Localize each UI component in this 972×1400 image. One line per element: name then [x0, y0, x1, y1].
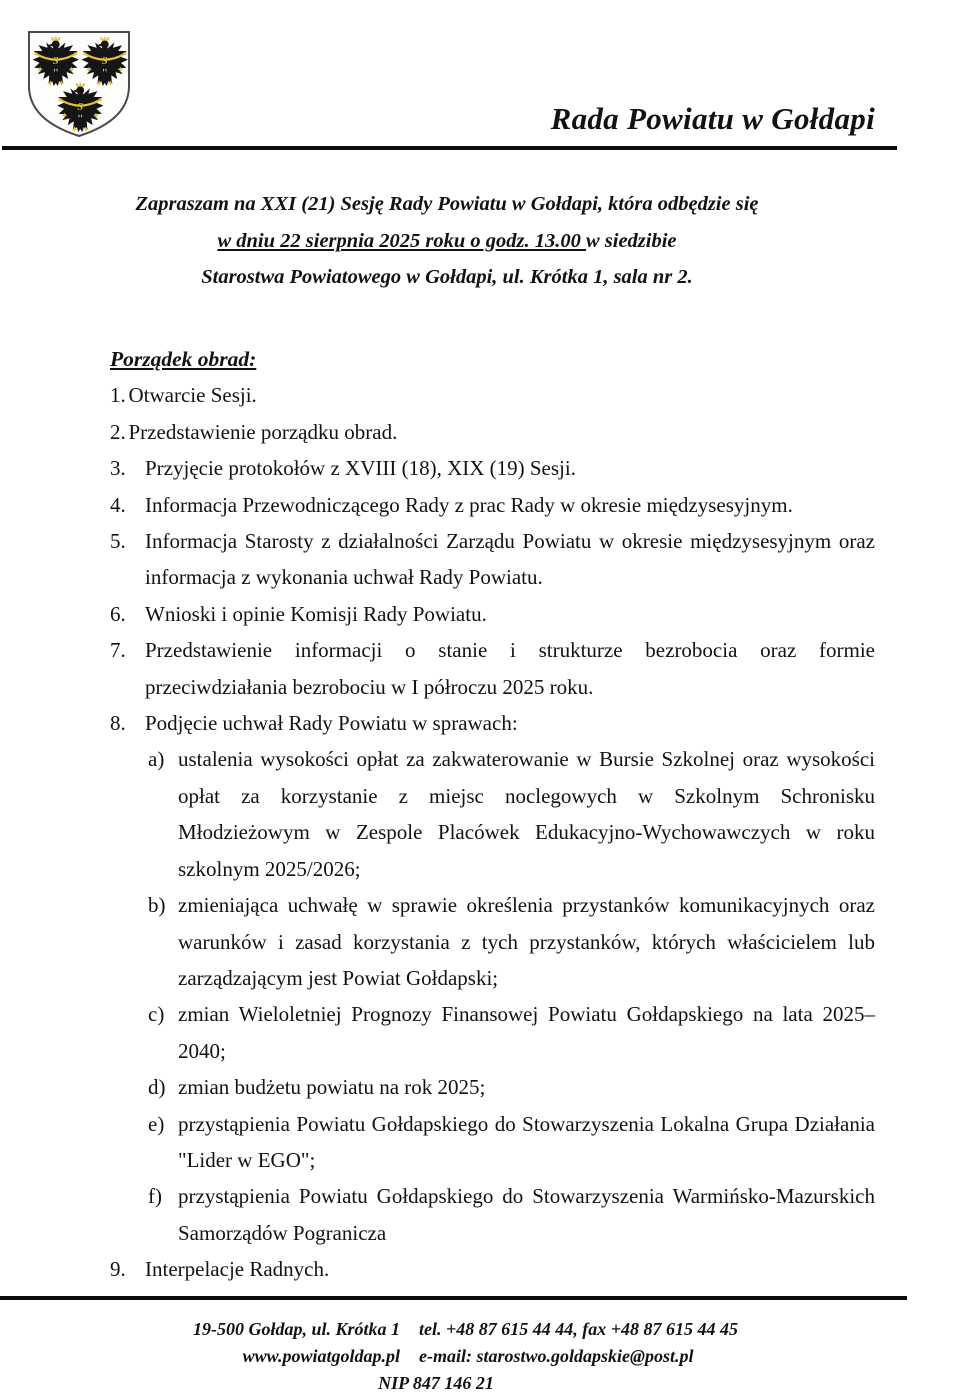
agenda-subitem-b: [148, 887, 875, 996]
item-number: 8.: [110, 711, 126, 736]
footer-address: 19-500 Gołdap, ul. Krótka 1: [192, 1319, 400, 1339]
agenda-item-2: [110, 414, 875, 450]
agenda-subitem-d: [148, 1069, 875, 1105]
agenda-item-6: [110, 596, 875, 632]
item-text: Informacja Przewodniczącego Rady z prac Rady w okresie międzysesyjnym.: [145, 492, 793, 517]
footer-email: e-mail: starostwo.goldapskie@post.pl: [419, 1346, 694, 1366]
agenda-subitem-f: [148, 1178, 875, 1251]
invitation-line-2: [97, 223, 797, 260]
item-number: 6.: [110, 601, 126, 626]
agenda-subitem-a: [148, 741, 875, 887]
agenda-item-1: [110, 377, 875, 413]
item-text: Przyjęcie protokołów z XVIII (18), XIX (19) Sesji.: [145, 456, 576, 481]
subitem-text: zmian budżetu powiatu na rok 2025;: [178, 1075, 486, 1100]
agenda-subitem-c: [148, 996, 875, 1069]
footer-address-block: [0, 1316, 400, 1370]
agenda: [110, 341, 875, 1288]
footer-website: www.powiatgoldap.pl: [242, 1346, 400, 1366]
agenda-item-3: [110, 450, 875, 486]
footer-phone-fax: tel. +48 87 615 44 44, fax +48 87 615 44 45: [419, 1319, 738, 1339]
subitem-letter: d): [148, 1075, 166, 1100]
footer-contact-block: [419, 1316, 738, 1370]
item-number: 9.: [110, 1257, 126, 1282]
item-text: Informacja Starosty z działalności Zarządu Powiatu w okresie międzysesyjnym oraz informacja z wykonania uchwał Rady Powiatu.: [145, 529, 875, 590]
subitem-text: zmian Wieloletniej Prognozy Finansowej Powiatu Gołdapskiego na lata 2025–2040;: [178, 1002, 875, 1063]
invitation-line-1: Zapraszam na XXI (21) Sesję Rady Powiatu w Gołdapi, która odbędzie się: [135, 193, 759, 215]
item-text: Przedstawienie porządku obrad.: [128, 419, 398, 444]
agenda-item-9: [110, 1251, 875, 1287]
item-number: 1.: [110, 383, 126, 408]
subitem-letter: b): [148, 893, 166, 918]
item-number: 2.: [110, 419, 126, 444]
header-divider: [2, 146, 897, 150]
agenda-subitem-e: [148, 1106, 875, 1179]
subitem-letter: f): [148, 1184, 162, 1209]
agenda-item-5: [110, 523, 875, 596]
item-text: Wnioski i opinie Komisji Rady Powiatu.: [145, 601, 487, 626]
item-text: Otwarcie Sesji.: [128, 383, 257, 408]
page-title: Rada Powiatu w Gołdapi: [550, 101, 875, 136]
subitem-text: przystąpienia Powiatu Gołdapskiego do Stowarzyszenia Lokalna Grupa Działania "Lider w EGO";: [178, 1111, 875, 1172]
subitem-letter: a): [148, 747, 165, 772]
agenda-item-8: [110, 705, 875, 741]
agenda-heading: Porządek obrad:: [110, 347, 257, 371]
item-text: Podjęcie uchwał Rady Powiatu w sprawach:: [145, 711, 518, 736]
subitem-text: zmieniająca uchwałę w sprawie określenia przystanków komunikacyjnych oraz warunków i zasad korzystania z tych przystanków, których właścicielem lub zarządzającym jest Powiat Gołdapski;: [178, 893, 875, 990]
subitem-letter: e): [148, 1111, 165, 1136]
footer-nip: NIP 847 146 21: [378, 1373, 494, 1393]
invitation-line-2-rest: w siedzibie: [585, 229, 677, 252]
subitem-letter: c): [148, 1002, 165, 1027]
subitem-text: przystąpienia Powiatu Gołdapskiego do Stowarzyszenia Warmińsko-Mazurskich Samorządów Pogranicza: [178, 1184, 875, 1245]
item-number: 5.: [110, 529, 126, 554]
item-number: 3.: [110, 456, 126, 481]
subitem-text: ustalenia wysokości opłat za zakwaterowanie w Bursie Szkolnej oraz wysokości opłat za korzystanie z miejsc noclegowych w Szkolnym Schronisku Młodzieżowym w Zespole Placówek Edukacyjno-Wychowawczych w roku szkolnym 2025/2026;: [178, 747, 875, 881]
invitation: [97, 186, 797, 296]
invitation-line-3: Starostwa Powiatowego w Gołdapi, ul. Krótka 1, sala nr 2.: [201, 266, 693, 288]
footer-divider: [0, 1296, 907, 1300]
invitation-date-underlined: w dniu 22 sierpnia 2025 roku o godz. 13.00: [217, 229, 586, 252]
item-number: 7.: [110, 638, 126, 663]
item-number: 4.: [110, 492, 126, 517]
agenda-item-7: [110, 632, 875, 705]
agenda-item-4: [110, 487, 875, 523]
item-text: Interpelacje Radnych.: [145, 1257, 330, 1282]
item-text: Przedstawienie informacji o stanie i strukturze bezrobocia oraz formie przeciwdziałania bezrobociu w I półroczu 2025 roku.: [145, 638, 875, 699]
